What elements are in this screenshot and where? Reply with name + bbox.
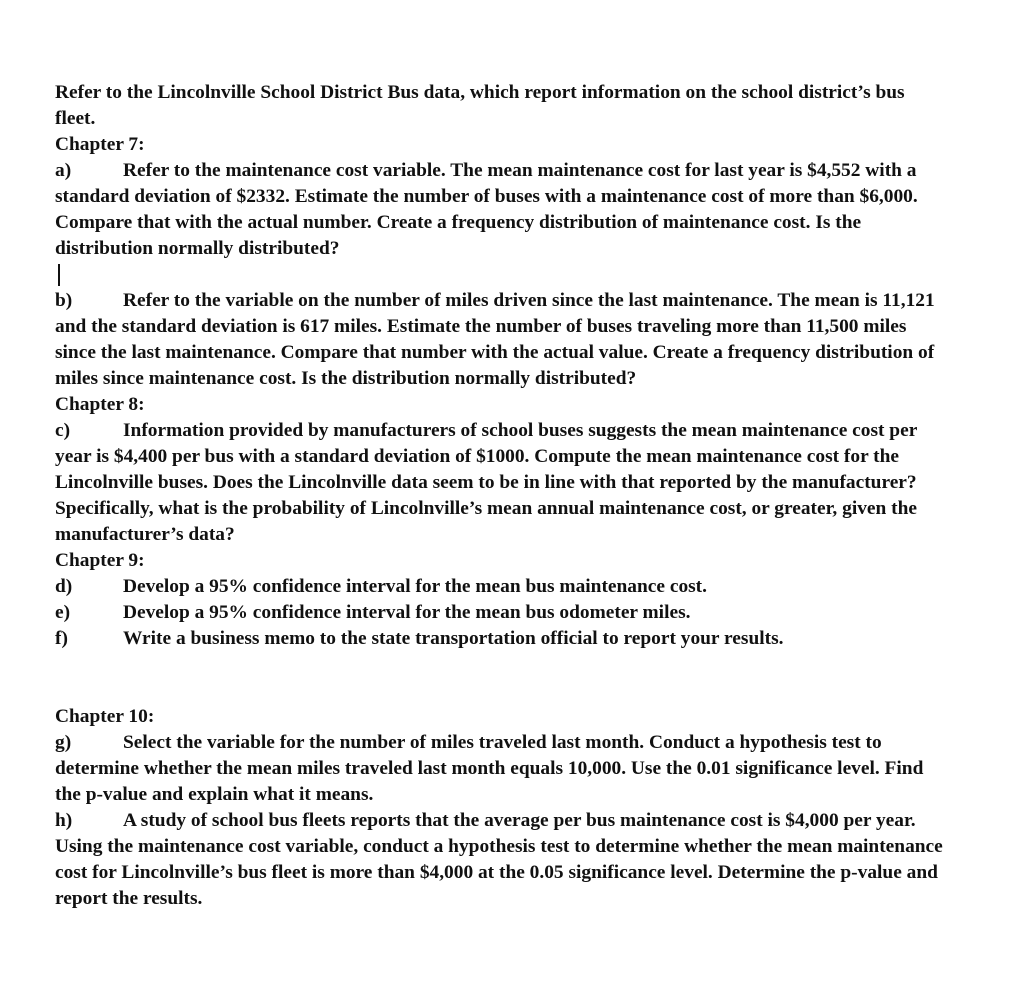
blank-lines [55,652,945,704]
question-e-text: Develop a 95% confidence interval for the mean bus odometer miles. [123,602,691,623]
question-b-label: b) [55,290,73,311]
intro-paragraph: Refer to the Lincolnville School District Bus data, which report information on the school district’s bus fleet. [55,82,905,129]
question-a-label: a) [55,160,72,181]
question-d-label: d) [55,576,73,597]
question-e [55,600,945,626]
question-a-text: Refer to the maintenance cost variable. The mean maintenance cost for last year is $4,552 with a standard deviation of $2332. Estimate the number of buses with a maintenance cost of more than $6,000. Compare that with the actual number. Create a frequency distribution of maintenance cost. Is the distribution normally distributed? [55,160,918,259]
question-d [55,574,945,600]
question-f-text: Write a business memo to the state transportation official to report your results. [123,628,784,649]
chapter-7-heading: Chapter 7: [55,134,145,155]
question-e-label: e) [55,602,71,623]
question-c-text: Information provided by manufacturers of school buses suggests the mean maintenance cost per year is $4,400 per bus with a standard deviation of $1000. Compute the mean maintenance cost for the Lincolnville buses. Does the Lincolnville data seem to be in line with that reported by the manufacturer? Specifically, what is the probability of Lincolnville’s mean annual maintenance cost, or greater, given the manufacturer’s data? [55,420,917,545]
question-f-label: f) [55,628,68,649]
question-h [55,808,945,912]
question-g [55,730,945,808]
chapter-9-heading: Chapter 9: [55,550,145,571]
question-a [55,158,945,262]
question-c [55,418,945,548]
document-body [55,80,945,912]
text-cursor [58,264,60,286]
question-b [55,288,945,392]
question-g-label: g) [55,732,72,753]
text-cursor-line[interactable] [55,262,945,288]
question-b-text: Refer to the variable on the number of miles driven since the last maintenance. The mean is 11,121 and the standard deviation is 617 miles. Estimate the number of buses traveling more than 11,500 miles since the last maintenance. Compare that number with the actual value. Create a frequency distribution of miles since maintenance cost. Is the distribution normally distributed? [55,290,935,389]
chapter-8-heading: Chapter 8: [55,394,145,415]
question-d-text: Develop a 95% confidence interval for the mean bus maintenance cost. [123,576,707,597]
question-h-label: h) [55,810,73,831]
question-g-text: Select the variable for the number of miles traveled last month. Conduct a hypothesis test to determine whether the mean miles traveled last month equals 10,000. Use the 0.01 significance level. Find the p-value and explain what it means. [55,732,924,805]
question-h-text: A study of school bus fleets reports that the average per bus maintenance cost is $4,000 per year. Using the maintenance cost variable, conduct a hypothesis test to determine whether the mean maintenance cost for Lincolnville’s bus fleet is more than $4,000 at the 0.05 significance level. Determine the p-value and report the results. [55,810,943,909]
chapter-10-heading: Chapter 10: [55,706,155,727]
question-f [55,626,945,652]
question-c-label: c) [55,420,71,441]
